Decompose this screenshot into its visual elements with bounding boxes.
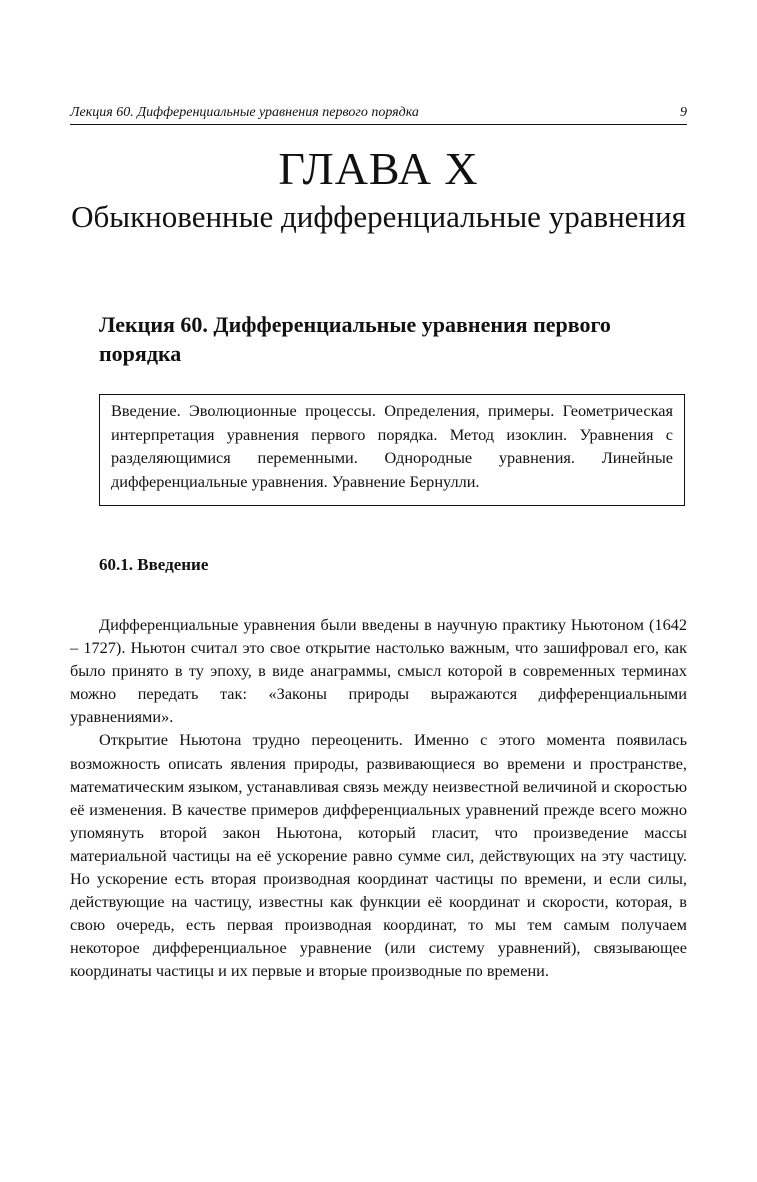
chapter-number: ГЛАВА X [278, 143, 479, 194]
body-text [70, 613, 687, 983]
section-heading: 60.1. Введение [99, 555, 209, 574]
lecture-abstract-box: Введение. Эволюционные процессы. Определения, примеры. Геометрическая интерпретация уравнения первого порядка. Метод изоклин. Уравнения с разделяющимися переменными. Однородные уравнения. Линейные дифференциальные уравнения. Уравнение Бернулли. [99, 394, 685, 506]
page-number: 9 [680, 105, 687, 120]
running-head-title: Лекция 60. Дифференциальные уравнения первого порядка [70, 105, 419, 120]
paragraph: Открытие Ньютона трудно переоценить. Именно с этого момента появилась возможность описать явления природы, развивающиеся во времени и пространстве, математическим языком, устанавливая связь между неизвестной величиной и скоростью её изменения. В качестве примеров дифференциальных уравнений прежде всего можно упомянуть второй закон Ньютона, который гласит, что произведение массы материальной частицы на её ускорение равно сумме сил, действующих на эту частицу. Но ускорение есть вторая производная координат частицы по времени, и если силы, действующие на частицу, известны как функции её координат и скорости, которая, в свою очередь, есть первая производная координат, то мы тем самым получаем некоторое дифференциальное уравнение (или систему уравнений), связывающее координаты частицы и их первые и вторые производные по времени. [70, 730, 687, 981]
chapter-title: Обыкновенные дифференциальные уравнения [71, 199, 686, 234]
paragraph: Дифференциальные уравнения были введены в научную практику Ньютоном (1642 – 1727). Ньютон считал это свое открытие настолько важным, что зашифровал его, как было принято в ту эпоху, в виде анаграммы, смысл которой в современных терминах можно передать так: «Законы природы выражаются дифференциальными уравнениями». [70, 615, 687, 727]
running-head [70, 104, 687, 125]
lecture-title: Лекция 60. Дифференциальные уравнения первого порядка [99, 312, 611, 366]
